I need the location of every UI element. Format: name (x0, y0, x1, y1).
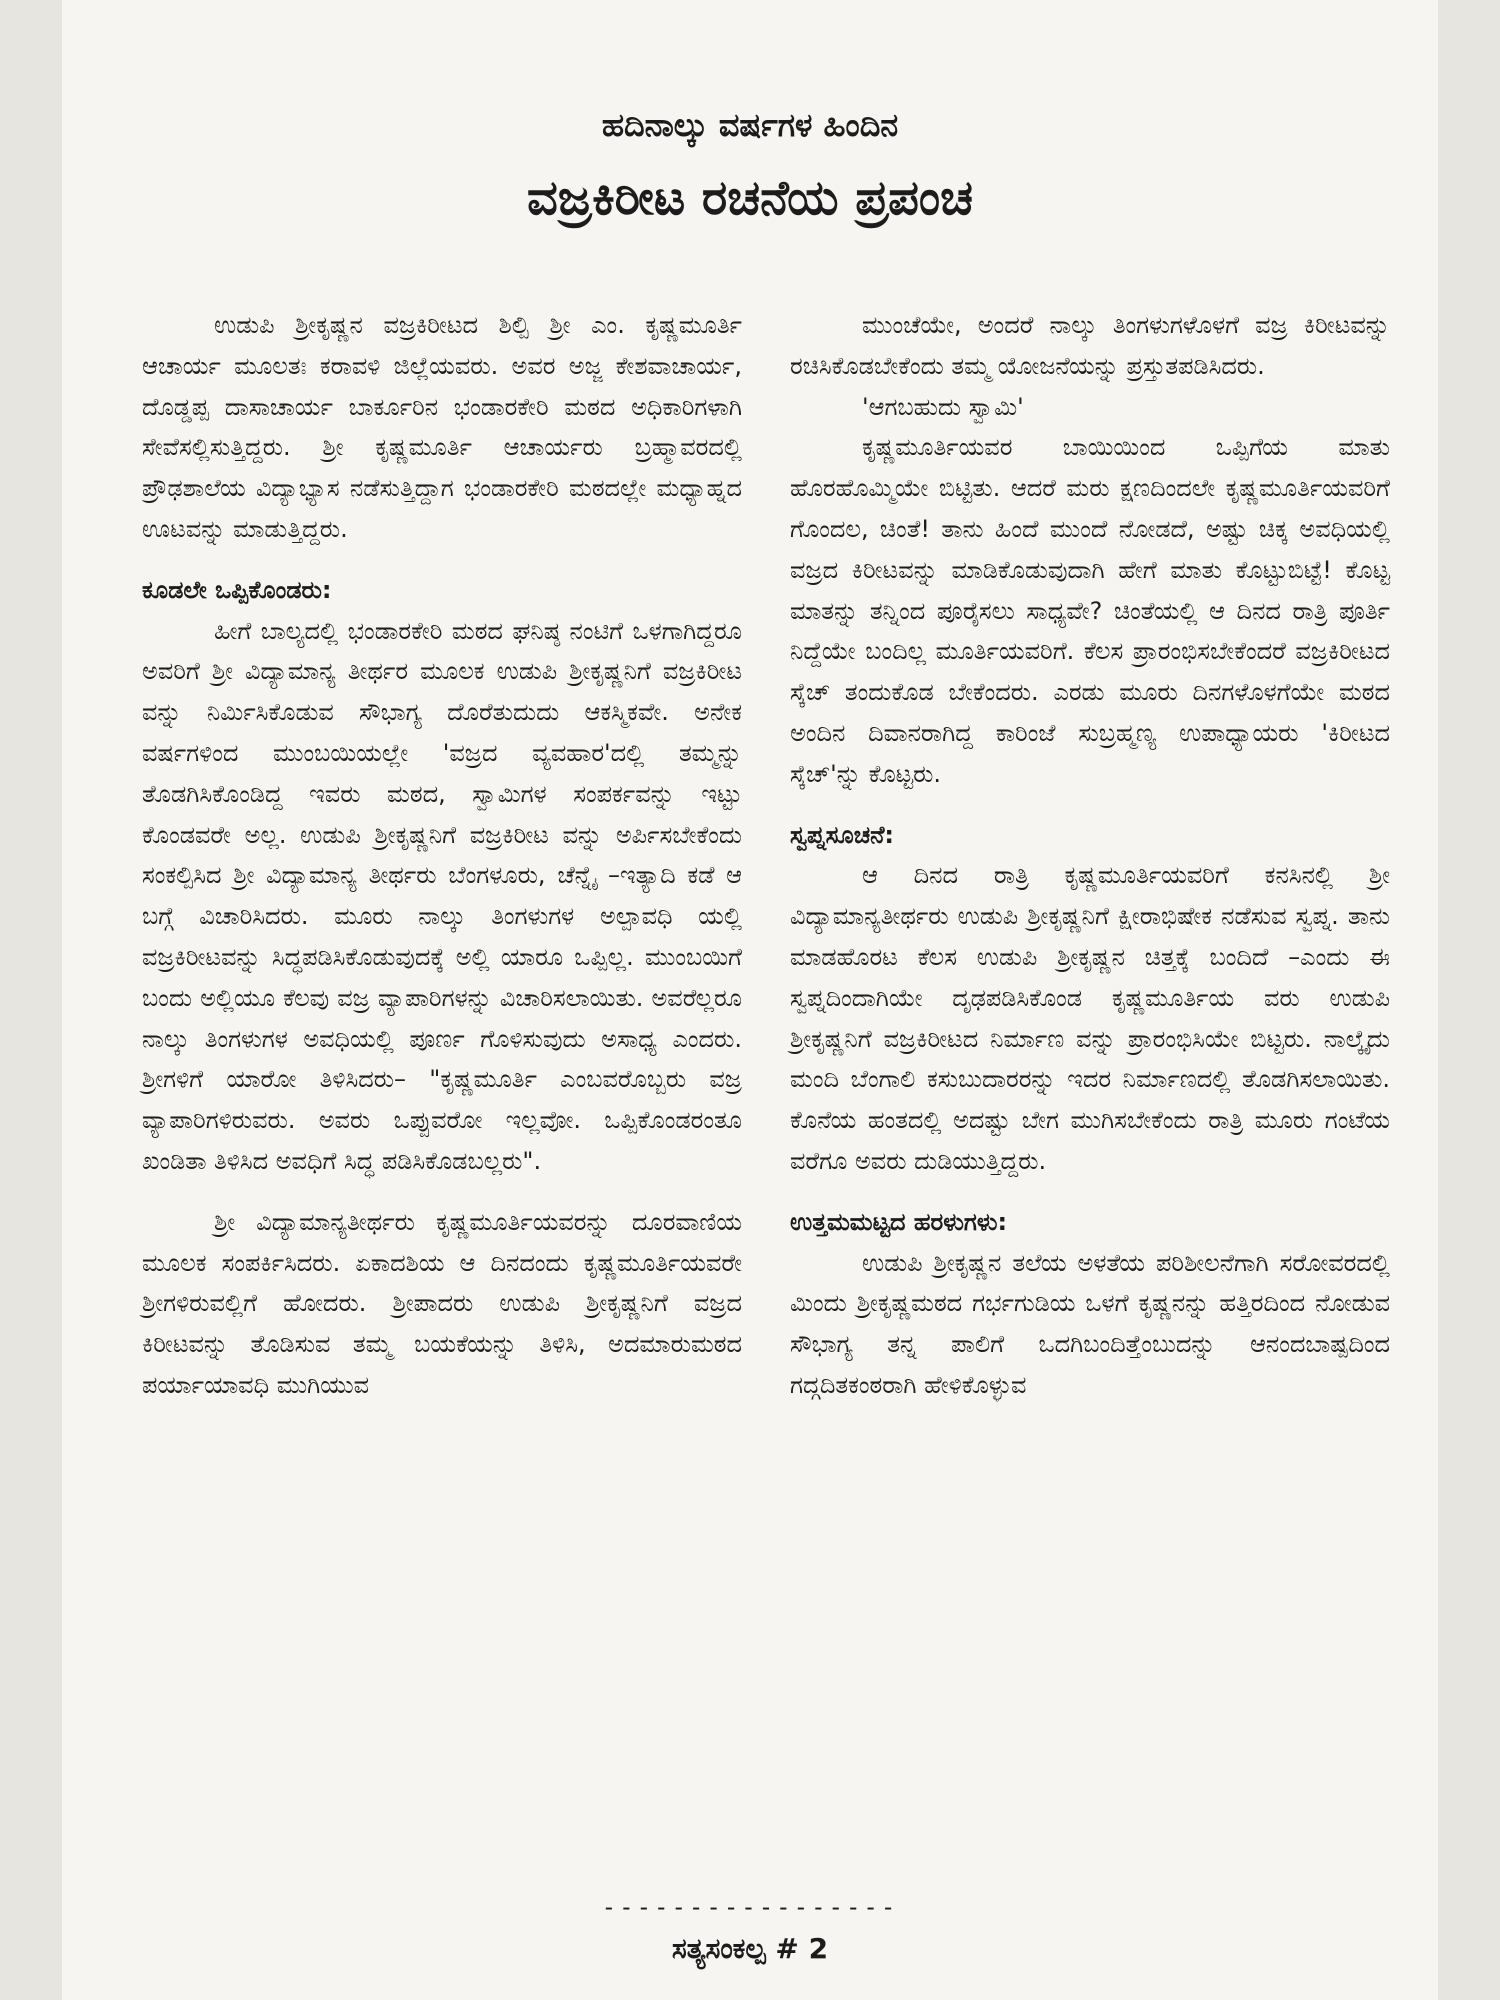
section-heading: ಸ್ವಪ್ನಸೂಚನೆ: (790, 820, 895, 849)
footer-divider: ----------------- (601, 1893, 899, 1921)
paragraph: ಹೀಗೆ ಬಾಲ್ಯದಲ್ಲಿ ಭಂಡಾರಕೇರಿ ಮಠದ ಘನಿಷ್ಠ ನಂಟಿಗೆ ಒಳಗಾಗಿದ್ದರೂ ಅವರಿಗೆ ಶ್ರೀ ವಿದ್ಯಾಮಾನ್ಯ ತೀರ್ಥರ ಮೂಲಕ ಉಡುಪಿ ಶ್ರೀಕೃಷ್ಣನಿಗೆ ವಜ್ರಕಿರೀಟ ವನ್ನು ನಿರ್ಮಿಸಿಕೊಡುವ ಸೌಭಾಗ್ಯ ದೊರೆತುದುದು ಆಕಸ್ಮಿಕವೇ. ಅನೇಕ ವರ್ಷಗಳಿಂದ ಮುಂಬಯಿಯಲ್ಲೇ 'ವಜ್ರದ ವ್ಯವಹಾರ'ದಲ್ಲಿ ತಮ್ಮನ್ನು ತೊಡಗಿಸಿಕೊಂಡಿದ್ದ ಇವರು ಮಠದ, ಸ್ವಾಮಿಗಳ ಸಂಪರ್ಕವನ್ನು ಇಟ್ಟು ಕೊಂಡವರೇ ಅಲ್ಲ. ಉಡುಪಿ ಶ್ರೀಕೃಷ್ಣನಿಗೆ ವಜ್ರಕಿರೀಟ ವನ್ನು ಅರ್ಪಿಸಬೇಕೆಂದು ಸಂಕಲ್ಪಿಸಿದ ಶ್ರೀ ವಿದ್ಯಾಮಾನ್ಯ ತೀರ್ಥರು ಬೆಂಗಳೂರು, ಚೆನ್ನೈ –ಇತ್ಯಾದಿ ಕಡೆ ಆ ಬಗ್ಗೆ ವಿಚಾರಿಸಿದರು. ಮೂರು ನಾಲ್ಕು ತಿಂಗಳುಗಳ ಅಲ್ಪಾವಧಿ ಯಲ್ಲಿ ವಜ್ರಕಿರೀಟವನ್ನು ಸಿದ್ಧಪಡಿಸಿಕೊಡುವುದಕ್ಕೆ ಅಲ್ಲಿ ಯಾರೂ ಒಪ್ಪಿಲ್ಲ. ಮುಂಬಯಿಗೆ ಬಂದು ಅಲ್ಲಿಯೂ ಕೆಲವು ವಜ್ರ ವ್ಯಾಪಾರಿಗಳನ್ನು ವಿಚಾರಿಸಲಾಯಿತು. ಅವರೆಲ್ಲರೂ ನಾಲ್ಕು ತಿಂಗಳುಗಳ ಅವಧಿಯಲ್ಲಿ ಪೂರ್ಣ ಗೊಳಿಸುವುದು ಅಸಾಧ್ಯ ಎಂದರು. ಶ್ರೀಗಳಿಗೆ ಯಾರೋ ತಿಳಿಸಿದರು– "ಕೃಷ್ಣಮೂರ್ತಿ ಎಂಬವರೊಬ್ಬರು ವಜ್ರ ವ್ಯಾಪಾರಿಗಳಿರುವರು. ಅವರು ಒಪ್ಪುವರೋ ಇಲ್ಲವೋ. ಒಪ್ಪಿಕೊಂಡರಂತೂ ಖಂಡಿತಾ ತಿಳಿಸಿದ ಅವಧಿಗೆ ಸಿದ್ಧ ಪಡಿಸಿಕೊಡಬಲ್ಲರು". (142, 616, 742, 1175)
article-subtitle: ಹದಿನಾಲ್ಕು ವರ್ಷಗಳ ಹಿಂದಿನ (601, 106, 899, 144)
paragraph: ಉಡುಪಿ ಶ್ರೀಕೃಷ್ಣನ ತಲೆಯ ಅಳತೆಯ ಪರಿಶೀಲನೆಗಾಗಿ ಸರೋವರದಲ್ಲಿ ಮಿಂದು ಶ್ರೀಕೃಷ್ಣಮಠದ ಗರ್ಭಗುಡಿಯ ಒಳಗೆ ಕೃಷ್ಣನನ್ನು ಹತ್ತಿರದಿಂದ ನೋಡುವ ಸೌಭಾಗ್ಯ ತನ್ನ ಪಾಲಿಗೆ ಒದಗಿಬಂದಿತ್ತೆಂಬುದನ್ನು ಆನಂದಬಾಷ್ಪದಿಂದ ಗದ್ಗದಿತಕಂಠರಾಗಿ ಹೇಳಿಕೊಳ್ಳುವ (790, 1248, 1390, 1399)
paragraph: ಶ್ರೀ ವಿದ್ಯಾಮಾನ್ಯತೀರ್ಥರು ಕೃಷ್ಣಮೂರ್ತಿಯವರನ್ನು ದೂರವಾಣಿಯ ಮೂಲಕ ಸಂಪರ್ಕಿಸಿದರು. ಏಕಾದಶಿಯ ಆ ದಿನದಂದು ಕೃಷ್ಣಮೂರ್ತಿಯವರೇ ಶ್ರೀಗಳಿರುವಲ್ಲಿಗೆ ಹೋದರು. ಶ್ರೀಪಾದರು ಉಡುಪಿ ಶ್ರೀಕೃಷ್ಣನಿಗೆ ವಜ್ರದ ಕಿರೀಟವನ್ನು ತೊಡಿಸುವ ತಮ್ಮ ಬಯಕೆಯನ್ನು ತಿಳಿಸಿ, ಅದಮಾರುಮಠದ ಪರ್ಯಾಯಾವಧಿ ಮುಗಿಯುವ (142, 1207, 742, 1399)
article-header (62, 100, 1438, 236)
section-heading: ಉತ್ತಮಮಟ್ಟದ ಹರಳುಗಳು: (790, 1207, 1008, 1236)
paragraph: ಕೃಷ್ಣಮೂರ್ತಿಯವರ ಬಾಯಿಯಿಂದ ಒಪ್ಪಿಗೆಯ ಮಾತು ಹೊರಹೊಮ್ಮಿಯೇ ಬಿಟ್ಟಿತು. ಆದರೆ ಮರು ಕ್ಷಣದಿಂದಲೇ ಕೃಷ್ಣಮೂರ್ತಿಯವರಿಗೆ ಗೊಂದಲ, ಚಿಂತೆ! ತಾನು ಹಿಂದೆ ಮುಂದೆ ನೋಡದೆ, ಅಷ್ಟು ಚಿಕ್ಕ ಅವಧಿಯಲ್ಲಿ ವಜ್ರದ ಕಿರೀಟವನ್ನು ಮಾಡಿಕೊಡುವುದಾಗಿ ಹೇಗೆ ಮಾತು ಕೊಟ್ಟುಬಿಟ್ಟೆ! ಕೊಟ್ಟ ಮಾತನ್ನು ತನ್ನಿಂದ ಪೂರೈಸಲು ಸಾಧ್ಯವೇ? ಚಿಂತೆಯಲ್ಲಿ ಆ ದಿನದ ರಾತ್ರಿ ಪೂರ್ತಿ ನಿದ್ದೆಯೇ ಬಂದಿಲ್ಲ ಮೂರ್ತಿಯವರಿಗೆ. ಕೆಲಸ ಪ್ರಾರಂಭಿಸಬೇಕೆಂದರೆ ವಜ್ರಕಿರೀಟದ ಸ್ಕೆಚ್ ತಂದುಕೊಡ ಬೇಕೆಂದರು. ಎರಡು ಮೂರು ದಿನಗಳೊಳಗೆಯೇ ಮಠದ ಅಂದಿನ ದಿವಾನರಾಗಿದ್ದ ಕಾರಿಂಜೆ ಸುಬ್ರಹ್ಮಣ್ಯ ಉಪಾಧ್ಯಾಯರು 'ಕಿರೀಟದ ಸ್ಕೆಚ್'ನ್ನು ಕೊಟ್ಟರು. (790, 433, 1390, 788)
section-heading: ಕೂಡಲೇ ಒಪ್ಪಿಕೊಂಡರು: (142, 575, 332, 604)
paragraph: ಉಡುಪಿ ಶ್ರೀಕೃಷ್ಣನ ವಜ್ರಕಿರೀಟದ ಶಿಲ್ಪಿ ಶ್ರೀ ಎಂ. ಕೃಷ್ಣಮೂರ್ತಿ ಆಚಾರ್ಯ ಮೂಲತಃ ಕರಾವಳಿ ಜಿಲ್ಲೆಯವರು. ಅವರ ಅಜ್ಜ ಕೇಶವಾಚಾರ್ಯ, ದೊಡ್ಡಪ್ಪ ದಾಸಾಚಾರ್ಯ ಬಾರ್ಕೂರಿನ ಭಂಡಾರಕೇರಿ ಮಠದ ಅಧಿಕಾರಿಗಳಾಗಿ ಸೇವೆಸಲ್ಲಿಸುತ್ತಿದ್ದರು. ಶ್ರೀ ಕೃಷ್ಣಮೂರ್ತಿ ಆಚಾರ್ಯರು ಬ್ರಹ್ಮಾವರದಲ್ಲಿ ಪ್ರೌಢಶಾಲೆಯ ವಿದ್ಯಾಭ್ಯಾಸ ನಡೆಸುತ್ತಿದ್ದಾಗ ಭಂಡಾರಕೇರಿ ಮಠದಲ್ಲೇ ಮಧ್ಯಾಹ್ನದ ಊಟವನ್ನು ಮಾಡುತ್ತಿದ್ದರು. (142, 311, 742, 543)
page-footer: ಸತ್ಯಸಂಕಲ್ಪ # 2 (671, 1932, 829, 1965)
paragraph: ಆ ದಿನದ ರಾತ್ರಿ ಕೃಷ್ಣಮೂರ್ತಿಯವರಿಗೆ ಕನಸಿನಲ್ಲಿ ಶ್ರೀ ವಿದ್ಯಾಮಾನ್ಯತೀರ್ಥರು ಉಡುಪಿ ಶ್ರೀಕೃಷ್ಣನಿಗೆ ಕ್ಷೀರಾಭಿಷೇಕ ನಡೆಸುವ ಸ್ವಪ್ನ. ತಾನು ಮಾಡಹೊರಟ ಕೆಲಸ ಉಡುಪಿ ಶ್ರೀಕೃಷ್ಣನ ಚಿತ್ತಕ್ಕೆ ಬಂದಿದೆ –ಎಂದು ಈ ಸ್ವಪ್ನದಿಂದಾಗಿಯೇ ದೃಢಪಡಿಸಿಕೊಂಡ ಕೃಷ್ಣಮೂರ್ತಿಯ ವರು ಉಡುಪಿ ಶ್ರೀಕೃಷ್ಣನಿಗೆ ವಜ್ರಕಿರೀಟದ ನಿರ್ಮಾಣ ವನ್ನು ಪ್ರಾರಂಭಿಸಿಯೇ ಬಿಟ್ಟರು. ನಾಲ್ಕೈದು ಮಂದಿ ಬೆಂಗಾಲಿ ಕಸುಬುದಾರರನ್ನು ಇದರ ನಿರ್ಮಾಣದಲ್ಲಿ ತೊಡಗಿಸಲಾಯಿತು. ಕೊನೆಯ ಹಂತದಲ್ಲಿ ಅದಷ್ಟು ಬೇಗ ಮುಗಿಸಬೇಕೆಂದು ರಾತ್ರಿ ಮೂರು ಗಂಟೆಯ ವರೆಗೂ ಅವರು ದುಡಿಯುತ್ತಿದ್ದರು. (790, 861, 1390, 1175)
quote-line: 'ಆಗಬಹುದು ಸ್ವಾಮಿ' (862, 392, 1024, 421)
paragraph: ಮುಂಚೆಯೇ, ಅಂದರೆ ನಾಲ್ಕು ತಿಂಗಳುಗಳೊಳಗೆ ವಜ್ರ ಕಿರೀಟವನ್ನು ರಚಿಸಿಕೊಡಬೇಕೆಂದು ತಮ್ಮ ಯೋಜನೆಯನ್ನು ಪ್ರಸ್ತುತಪಡಿಸಿದರು. (790, 311, 1390, 380)
left-column (142, 305, 742, 1406)
article-title: ವಜ್ರಕಿರೀಟ ರಚನೆಯ ಪ್ರಪಂಚ (527, 170, 973, 226)
right-column (790, 305, 1390, 1406)
document-page (62, 0, 1438, 2000)
